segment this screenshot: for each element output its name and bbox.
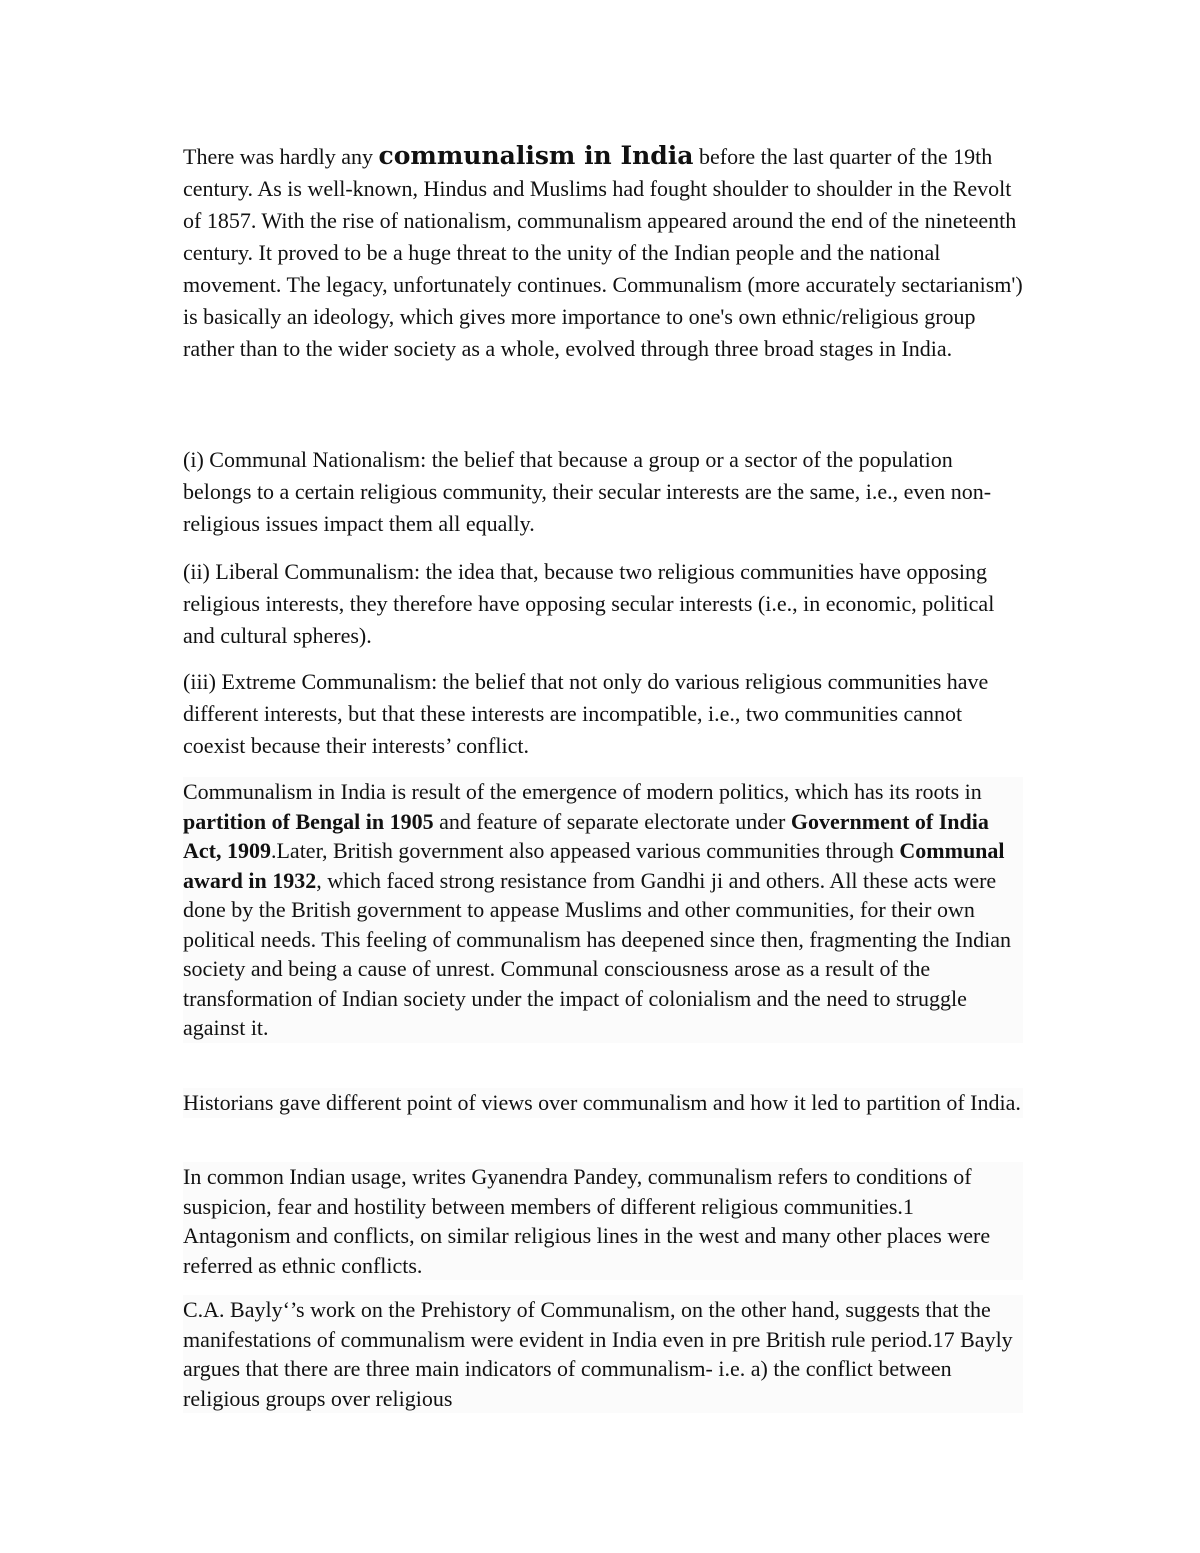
paragraph-bayly: C.A. Bayly‘’s work on the Prehistory of Communalism, on the other hand, suggests that the manifestations of communalism were evident in India even in pre British rule period.17 Bayly argues that there are three main indicators of communalism- i.e. a) the conflict between religious groups over religious [183, 1295, 1023, 1413]
bold-government-of-india-act: Government of India Act, 1909 [183, 808, 989, 863]
bold-partition-of-bengal: partition of Bengal in 1905 [183, 808, 434, 834]
modern-politics-text-2: and feature of separate electorate under [433, 808, 791, 834]
bold-communal-award: Communal award in 1932 [183, 838, 1005, 893]
paragraph-intro [183, 140, 1023, 365]
modern-politics-text-4: , which faced strong resistance from Gandhi ji and others. All these acts were done by the British government to appease Muslims and other communities, for their own political needs. This feeling of communalism has deepened since then, fragmenting the Indian society and being a cause of unrest. Communal consciousness arose as a result of the transformation of Indian society under the impact of colonialism and the need to struggle against it. [183, 867, 1012, 1040]
modern-politics-text-3: .Later, British government also appeased various communities through [270, 838, 900, 863]
intro-emphasis: communalism in India [378, 141, 694, 170]
paragraph-modern-politics [183, 777, 1023, 1043]
intro-text-start: There was hardly any [183, 144, 379, 169]
paragraph-historians: Historians gave different point of views over communalism and how it led to partition of India. [183, 1088, 1023, 1118]
modern-politics-text-1: Communalism in India is result of the emergence of modern politics, which has its roots in [183, 779, 982, 804]
intro-text-end: before the last quarter of the 19th century. As is well-known, Hindus and Muslims had fought shoulder to shoulder in the Revolt of 1857. With the rise of nationalism, communalism appeared around the end of the nineteenth century. It proved to be a huge threat to the unity of the Indian people and the national movement. The legacy, unfortunately continues. Communalism (more accurately sectarianism') is basically an ideology, which gives more importance to one's own ethnic/religious group rather than to the wider society as a whole, evolved through three broad stages in India. [183, 144, 1023, 361]
paragraph-liberal-communalism: (ii) Liberal Communalism: the idea that, because two religious communities have opposing religious interests, they therefore have opposing secular interests (i.e., in economic, political and cultural spheres). [183, 559, 995, 648]
paragraph-pandey: In common Indian usage, writes Gyanendra Pandey, communalism refers to conditions of suspicion, fear and hostility between members of different religious communities.1 Antagonism and conflicts, on similar religious lines in the west and many other places were referred as ethnic conflicts. [183, 1162, 1023, 1280]
paragraph-communal-nationalism: (i) Communal Nationalism: the belief that because a group or a sector of the population belongs to a certain religious community, their secular interests are the same, i.e., even non-religious issues impact them all equally. [183, 447, 992, 536]
paragraph-extreme-communalism: (iii) Extreme Communalism: the belief that not only do various religious communities have different interests, but that these interests are incompatible, i.e., two communities cannot coexist because their interests’ conflict. [183, 669, 989, 758]
